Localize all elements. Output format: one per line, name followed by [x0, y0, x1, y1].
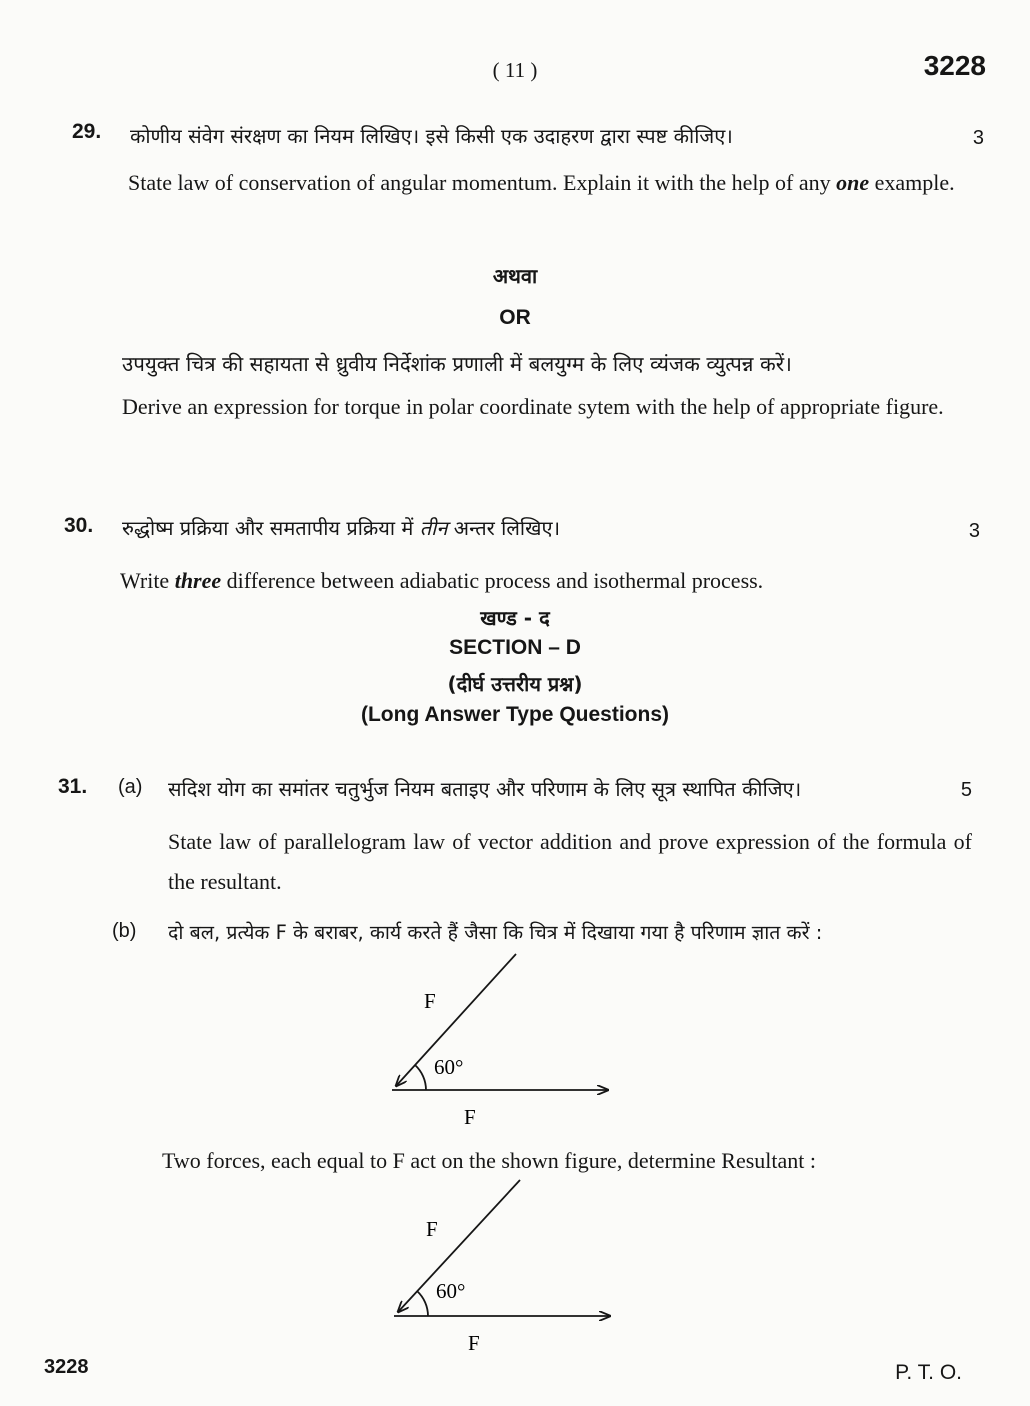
question-30-hindi: रुद्धोष्म प्रक्रिया और समतापीय प्रक्रिया में तीन अन्तर लिखिए। [122, 516, 561, 540]
question-31a-hindi: सदिश योग का समांतर चतुर्भुज नियम बताइए और परिणाम के लिए सूत्र स्थापित कीजिए। [168, 777, 802, 801]
question-30-marks: 3 [968, 520, 980, 542]
question-31a-label: (a) [118, 776, 143, 798]
question-31-number: 31. [58, 775, 88, 798]
question-31a-marks: 5 [960, 779, 972, 801]
pto-label: P. T. O. [895, 1361, 962, 1384]
paper-code-footer: 3228 [44, 1356, 89, 1378]
force-label-top: F [426, 1217, 438, 1241]
force-label-top: F [424, 989, 436, 1013]
angle-label: 60° [434, 1055, 464, 1079]
page-number: ( 11 ) [492, 58, 538, 82]
question-29-alt-english: Derive an expression for torque in polar coordinate sytem with the help of appropriate figure. [122, 394, 944, 419]
question-29-marks: 3 [972, 127, 984, 149]
section-title: SECTION – D [449, 636, 581, 659]
section-hindi-title: खण्ड - द [480, 606, 550, 630]
section-hindi-subtitle: (दीर्घ उत्तरीय प्रश्न) [447, 672, 583, 696]
angle-arc [415, 1065, 426, 1090]
force-diagram-1 [380, 948, 630, 1138]
question-30-number: 30. [64, 514, 94, 537]
angle-arc [417, 1291, 428, 1316]
question-30-english: Write three difference between adiabatic process and isothermal process. [120, 568, 764, 593]
question-29-alt-hindi: उपयुक्त चित्र की सहायता से ध्रुवीय निर्देशांक प्रणाली में बलयुग्म के लिए व्यंजक व्युत्पन्न करें। [122, 352, 792, 376]
question-29-hindi: कोणीय संवेग संरक्षण का नियम लिखिए। इसे किसी एक उदाहरण द्वारा स्पष्ट कीजिए। [130, 124, 733, 148]
paper-code-header: 3228 [923, 50, 986, 81]
force-diagram-2 [380, 1172, 630, 1362]
or-hindi: अथवा [492, 264, 538, 288]
question-31b-english: Two forces, each equal to F act on the shown figure, determine Resultant : [162, 1148, 816, 1173]
question-29-english: State law of conservation of angular momentum. Explain it with the help of any one example. [128, 170, 955, 195]
or-english: OR [499, 306, 531, 329]
question-29-number: 29. [72, 120, 102, 143]
section-subtitle: (Long Answer Type Questions) [360, 703, 670, 726]
angle-label: 60° [436, 1279, 466, 1303]
question-31a-english: State law of parallelogram law of vector addition and prove expression of the formula of the resultant. [168, 829, 972, 894]
force-label-bottom: F [468, 1331, 480, 1355]
force-label-bottom: F [464, 1105, 476, 1129]
question-31b-hindi: दो बल, प्रत्येक F के बराबर, कार्य करते हैं जैसा कि चित्र में दिखाया गया है परिणाम ज्ञात करें : [168, 921, 823, 944]
question-31b-label: (b) [112, 920, 137, 942]
